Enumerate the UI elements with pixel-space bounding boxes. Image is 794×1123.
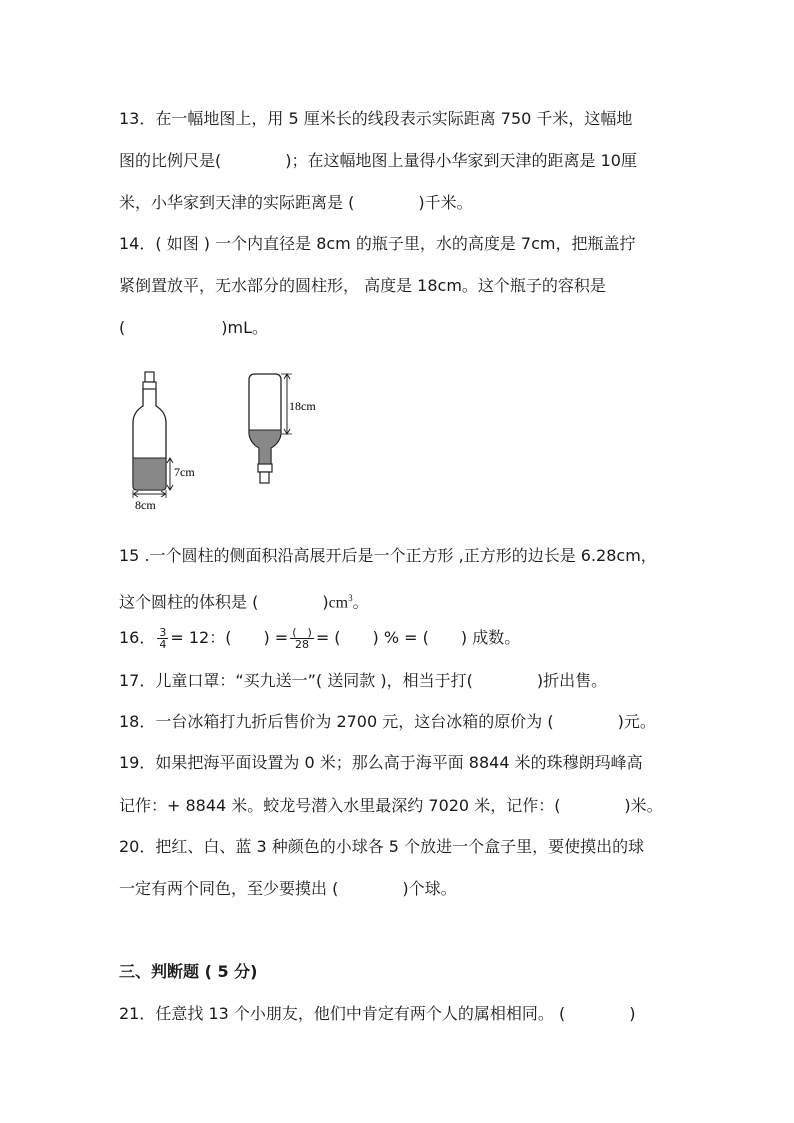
q17-line: 17．儿童口罩：“买九送一”( 送同款 )，相当于打( )折出售。 [119, 671, 608, 690]
q16-mid-1: = 12：( ) = [170, 628, 289, 647]
section-3-title: 三、判断题 ( 5 分) [119, 962, 258, 981]
q13-line-3: 米，小华家到天津的实际距离是 ( )千米。 [119, 193, 473, 212]
q16-mid-2: = ( ) % = ( ) 成数。 [315, 628, 521, 647]
q16-frac2-den: 28 [295, 638, 310, 651]
q15-unit-sup: 3 [348, 593, 353, 603]
q15-line-2-text: 这个圆柱的体积是 ( ) [119, 592, 329, 612]
q16-fraction-1 [157, 627, 168, 650]
q16-frac2-num: ( ) [292, 626, 312, 639]
q16-frac1-num: 3 [159, 626, 167, 639]
q20-line-2: 一定有两个同色，至少要摸出 ( )个球。 [119, 879, 457, 898]
q16-line [119, 627, 520, 650]
q14-line-3: ( )mL。 [119, 318, 268, 337]
diameter-label: 8cm [135, 498, 156, 512]
q21-line: 21．任意找 13 个小朋友，他们中肯定有两个人的属相相同。 ( ) [119, 1004, 636, 1023]
q15-line-2 [119, 587, 369, 614]
q19-line-2: 记作：+ 8844 米。蛟龙号潜入水里最深约 7020 米，记作：( )米。 [119, 796, 663, 815]
q15-line-1: 15 .一个圆柱的侧面积沿高展开后是一个正方形 ,正方形的边长是 6.28cm， [119, 546, 657, 565]
bottle-inverted-figure [240, 368, 330, 493]
water-height-label: 7cm [174, 465, 195, 479]
q19-line-1: 19．如果把海平面设置为 0 米；那么高于海平面 8844 米的珠穆朗玛峰高 [119, 753, 643, 772]
q13-line-2: 图的比例尺是( )；在这幅地图上量得小华家到天津的距离是 10厘 [119, 151, 637, 170]
q15-unit: cm [328, 594, 349, 612]
empty-height-label: 18cm [289, 399, 316, 413]
q16-frac1-den: 4 [159, 638, 167, 651]
q18-line: 18．一台冰箱打九折后售价为 2700 元，这台冰箱的原价为 ( )元。 [119, 712, 656, 731]
q14-line-2: 紧倒置放平，无水部分的圆柱形， 高度是 18cm。这个瓶子的容积是 [119, 276, 606, 295]
q16-prefix: 16． [119, 628, 156, 647]
q13-line-1: 13．在一幅地图上，用 5 厘米长的线段表示实际距离 750 千米，这幅地 [119, 109, 633, 128]
bottle-upright-figure [118, 368, 208, 513]
q15-line-2-end: 。 [352, 592, 369, 612]
q20-line-1: 20．把红、白、蓝 3 种颜色的小球各 5 个放进一个盒子里，要使摸出的球 [119, 837, 645, 856]
q14-line-1: 14．( 如图 ) 一个内直径是 8cm 的瓶子里，水的高度是 7cm，把瓶盖拧 [119, 234, 636, 253]
q16-fraction-2 [290, 627, 314, 650]
